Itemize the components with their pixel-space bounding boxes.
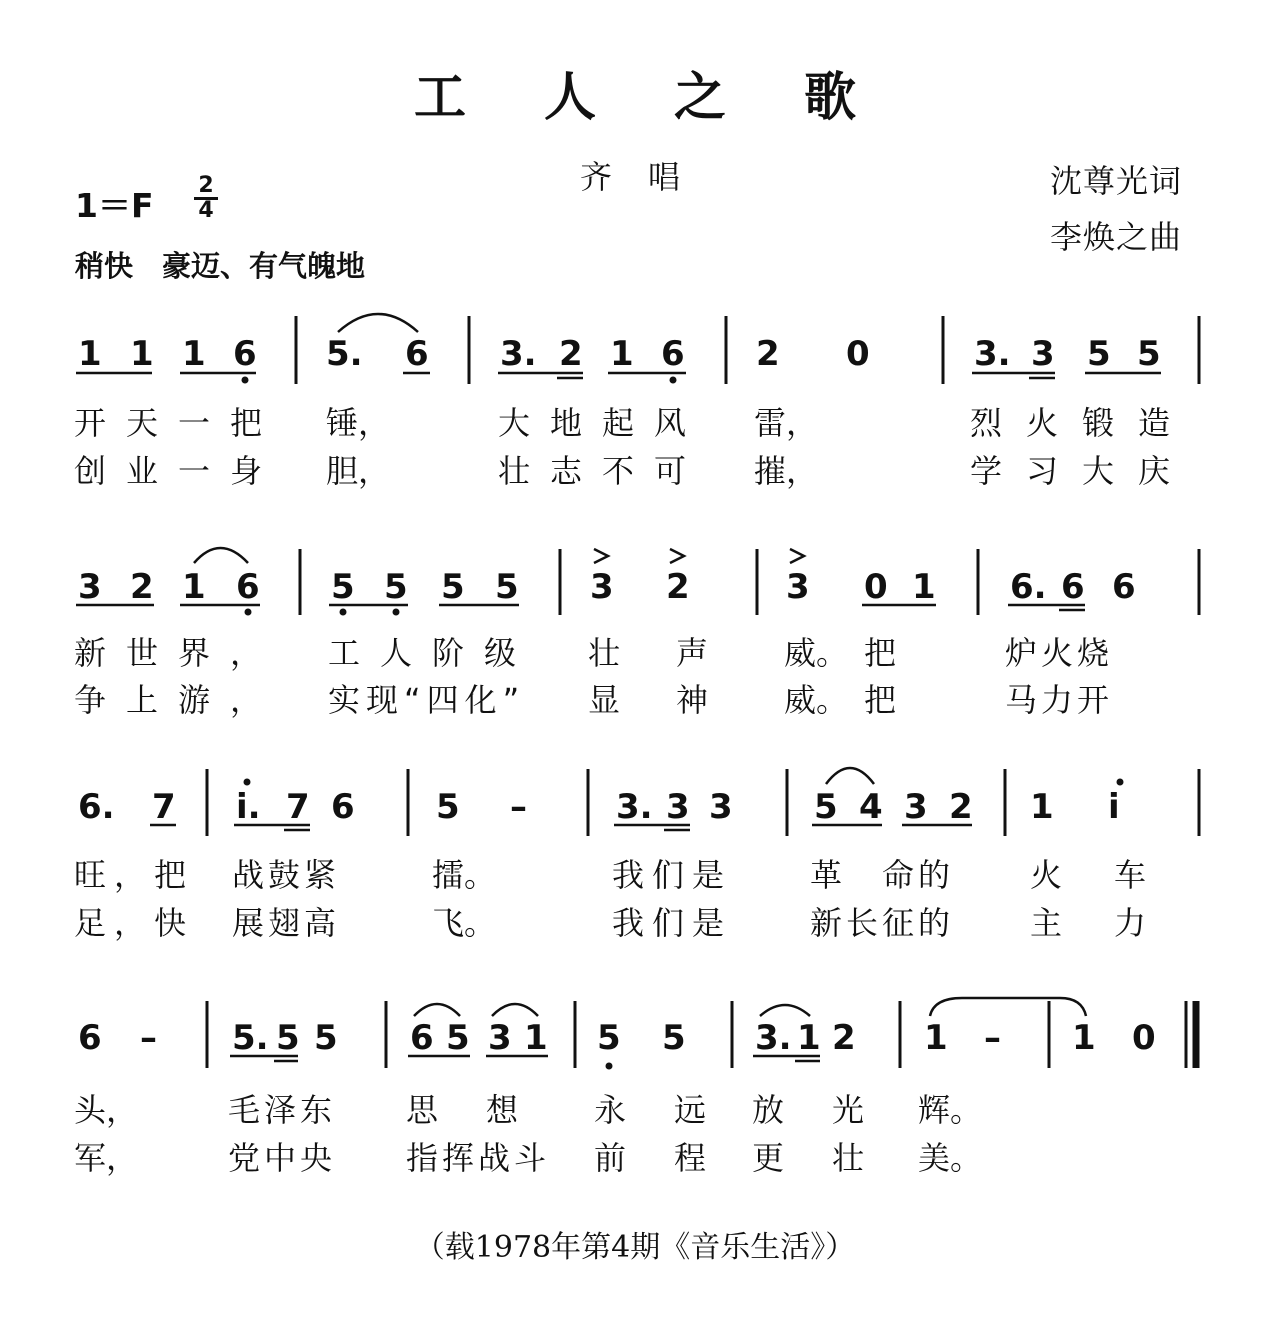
note: 1 [78, 334, 102, 374]
note: 2 [559, 334, 583, 374]
lyric-verse2: 前 程 [594, 1139, 715, 1177]
lyric-verse2: 马力开 [1005, 681, 1114, 719]
slur [492, 1004, 538, 1016]
note: 3 [1031, 334, 1055, 374]
note: 3. [616, 787, 653, 827]
lyric-verse2: 威。 把 [784, 681, 897, 719]
accent-mark [594, 549, 608, 563]
lyric-verse2: 争上游， [74, 681, 283, 719]
note: 7 [286, 787, 310, 827]
note: 5. [326, 334, 363, 374]
lyric-verse1: 永 远 [594, 1091, 715, 1129]
note: 3 [488, 1018, 512, 1058]
tie [338, 314, 418, 332]
note: 3. [500, 334, 537, 374]
note: – [510, 787, 527, 827]
lyric-verse2: 我们是 [612, 904, 733, 942]
beams [76, 373, 1161, 1061]
lyric-verse2: 飞。 [432, 904, 497, 942]
note: 5 [331, 567, 355, 607]
lyric-verse1: 大地起风 [498, 404, 707, 442]
note: 1 [912, 567, 936, 607]
note: 5 [276, 1018, 300, 1058]
voicing-label: 齐唱 [580, 158, 717, 196]
lyric-verse1: 头， [74, 1091, 139, 1129]
note: 5 [495, 567, 519, 607]
note: 6 [78, 1018, 102, 1058]
high-octave-dot [244, 779, 251, 786]
lyric-verse1: 革 命的 [810, 856, 955, 894]
note: 1 [130, 334, 154, 374]
note: 5 [384, 567, 408, 607]
note: 6. [78, 787, 115, 827]
note: 1 [182, 334, 206, 374]
source-note: （载1978年第4期《音乐生活》） [414, 1230, 856, 1265]
note: 1 [1030, 787, 1054, 827]
slur [826, 768, 874, 784]
accent-mark [790, 549, 804, 563]
note: 2 [949, 787, 973, 827]
note: 6 [410, 1018, 434, 1058]
note: 2 [756, 334, 780, 374]
lyric-verse1: 旺，把 [74, 856, 195, 894]
lyric-verse2: 壮志不可 [498, 452, 707, 490]
note: 5 [441, 567, 465, 607]
slurs-and-ties [194, 314, 1086, 1016]
note: 3 [590, 567, 614, 607]
lyric-verse2: 实现“四化” [328, 681, 526, 719]
slur [760, 1005, 810, 1016]
song-title: 工人之歌 [413, 67, 934, 128]
note: 5 [814, 787, 838, 827]
lyric-verse1: 锤， [326, 404, 391, 442]
lyric-verse1: 放 光 [752, 1091, 873, 1129]
note: 0 [1132, 1018, 1156, 1058]
lyric-verse1: 我们是 [612, 856, 733, 894]
note: 3 [786, 567, 810, 607]
lyric-verse2: 更 壮 [752, 1139, 873, 1177]
note: 0 [846, 334, 870, 374]
note: 1 [797, 1018, 821, 1058]
note: 6 [1112, 567, 1136, 607]
note: 6 [233, 334, 257, 374]
lyric-verse2: 学习大庆 [970, 452, 1195, 490]
note: 3. [974, 334, 1011, 374]
accent-mark [670, 549, 684, 563]
low-octave-dot [245, 609, 252, 616]
lyric-verse1: 毛泽东 [228, 1091, 337, 1129]
note: 5 [446, 1018, 470, 1058]
lyric-verse1: 炉火烧 [1005, 634, 1114, 672]
lyric-verse2: 党中央 [228, 1139, 337, 1177]
note: 2 [130, 567, 154, 607]
note: 6 [331, 787, 355, 827]
note: 3 [904, 787, 928, 827]
note: 5 [597, 1018, 621, 1058]
lyric-verse1: 战鼓紧 [232, 856, 341, 894]
note: 5. [232, 1018, 269, 1058]
lyric-verse2: 展翅高 [232, 904, 341, 942]
lyric-verse2: 军， [74, 1139, 139, 1177]
note: – [140, 1018, 157, 1058]
lyric-verse1: 开天一把 [74, 404, 283, 442]
low-octave-dot [606, 1063, 613, 1070]
accents [594, 549, 804, 563]
note: 5 [1087, 334, 1111, 374]
low-octave-dot [242, 377, 249, 384]
note: 5 [314, 1018, 338, 1058]
composer-credit: 李焕之曲 [1050, 218, 1183, 256]
lyric-verse1: 思 想 [406, 1091, 527, 1129]
octave-dots [242, 377, 1124, 1070]
lyric-verse1: 烈火锻造 [970, 404, 1195, 442]
note: 2 [832, 1018, 856, 1058]
key-signature: 1＝F [75, 186, 154, 225]
note: i [1108, 787, 1120, 827]
note: 2 [666, 567, 690, 607]
note: 1 [924, 1018, 948, 1058]
note: 7 [152, 787, 176, 827]
lyric-verse1: 雷， [754, 404, 819, 442]
tempo-marking: 稍快 豪迈、有气魄地 [75, 249, 366, 283]
lyric-verse1: 工人阶级 [328, 634, 537, 672]
note: 3 [78, 567, 102, 607]
lyric-verse2: 足，快 [74, 904, 195, 942]
lyric-verse1: 威。 把 [784, 634, 897, 672]
lyric-verse1: 新世界， [74, 634, 283, 672]
note: 4 [859, 787, 883, 827]
note: 3. [755, 1018, 792, 1058]
note: 1 [1072, 1018, 1096, 1058]
lyric-verse2: 主 力 [1030, 904, 1157, 942]
lyric-verse2: 显 神 [588, 681, 721, 719]
note: 6 [1061, 567, 1085, 607]
lyric-verse2: 美。 [918, 1139, 983, 1177]
note: – [984, 1018, 1001, 1058]
note: 6. [1010, 567, 1047, 607]
lyric-verse2: 指挥战斗 [406, 1139, 551, 1177]
lyric-verse2: 创业一身 [74, 452, 283, 490]
lyric-verse1: 辉。 [918, 1091, 983, 1129]
low-octave-dot [670, 377, 677, 384]
note: 3 [666, 787, 690, 827]
note: 1 [524, 1018, 548, 1058]
lyric-verse2: 新长征的 [810, 904, 955, 942]
note: 1 [182, 567, 206, 607]
note: 6 [236, 567, 260, 607]
lyric-verse1: 壮 声 [588, 634, 721, 672]
note: 0 [864, 567, 888, 607]
slur [414, 1004, 460, 1016]
lyric-verse1: 火 车 [1030, 856, 1157, 894]
note: 1 [610, 334, 634, 374]
time-signature-denominator: 4 [198, 198, 214, 223]
lyric-verse2: 胆， [326, 452, 391, 490]
time-signature-numerator: 2 [198, 173, 214, 198]
note: 5 [1137, 334, 1161, 374]
low-octave-dot [340, 609, 347, 616]
lyric-verse2: 摧， [754, 452, 819, 490]
note: 6 [661, 334, 685, 374]
note: 3 [709, 787, 733, 827]
lyric-verse1: 擂。 [432, 856, 497, 894]
note: 6 [405, 334, 429, 374]
tie [930, 998, 1086, 1016]
low-octave-dot [393, 609, 400, 616]
slur [194, 548, 248, 563]
lyricist-credit: 沈尊光词 [1050, 162, 1183, 200]
bar-lines [207, 316, 1199, 1068]
note: 5 [662, 1018, 686, 1058]
note: 5 [436, 787, 460, 827]
high-octave-dot [1117, 779, 1124, 786]
note: i. [236, 787, 261, 827]
